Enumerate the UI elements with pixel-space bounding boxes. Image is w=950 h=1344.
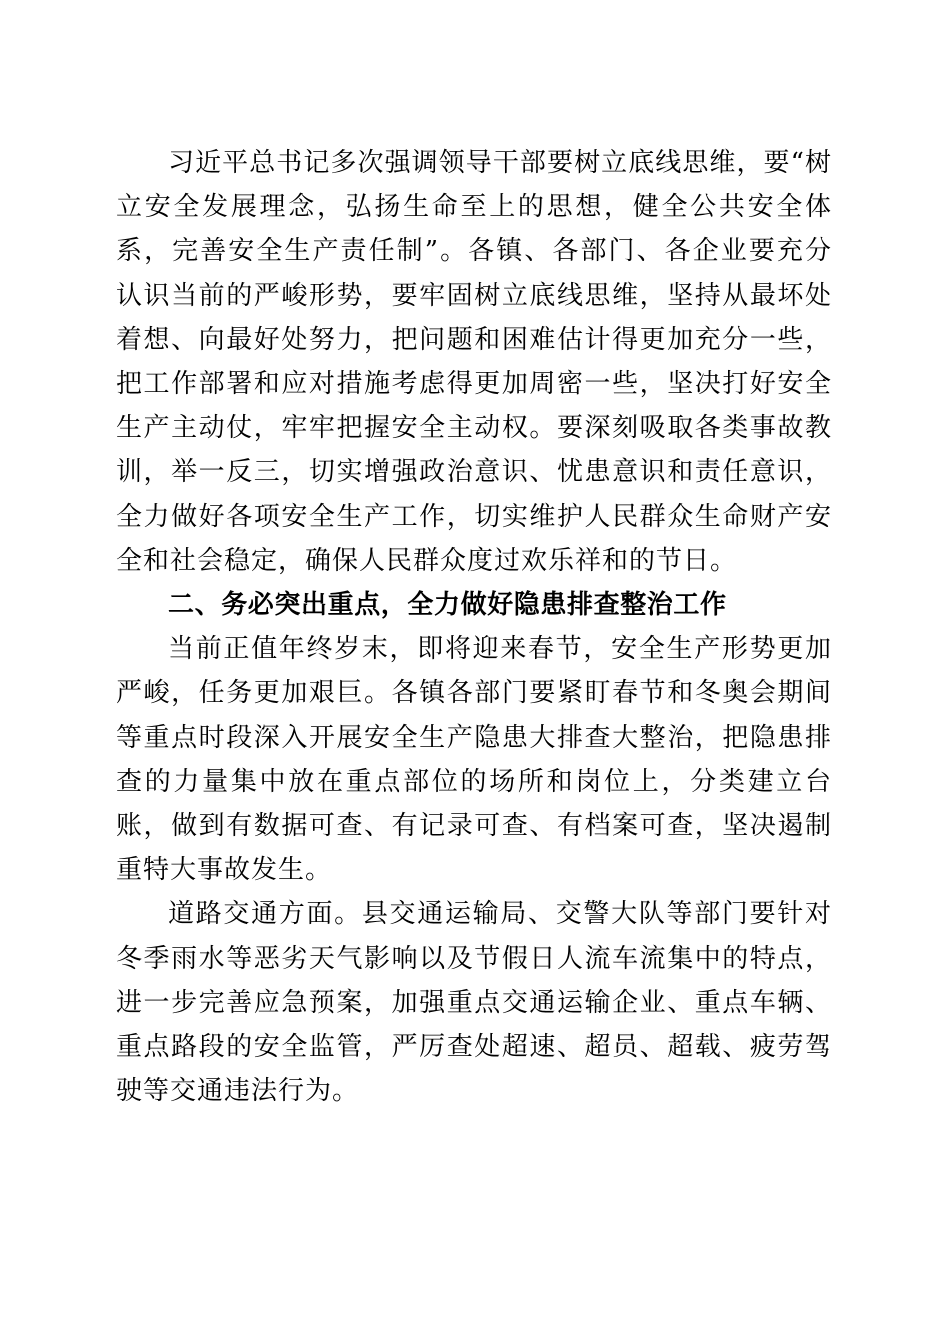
paragraph-road-traffic: 道路交通方面。县交通运输局、交警大队等部门要针对冬季雨水等恶劣天气影响以及节假日人流车流集中的特点，进一步完善应急预案，加强重点交通运输企业、重点车辆、重点路段的安全监管，严厉查处超速、超员、超载、疲劳驾驶等交通违法行为。	[116, 899, 832, 1107]
section-heading-hazard-inspection: 二、务必突出重点，全力做好隐患排查整治工作	[168, 590, 727, 621]
document-body	[116, 141, 832, 1113]
paragraph-year-end-situation: 当前正值年终岁末，即将迎来春节，安全生产形势更加严峻，任务更加艰巨。各镇各部门要紧盯春节和冬奥会期间等重点时段深入开展安全生产隐患大排查大整治，把隐患排查的力量集中放在重点部位的场所和岗位上，分类建立台账，做到有数据可查、有记录可查、有档案可查，坚决遏制重特大事故发生。	[116, 634, 832, 886]
paragraph-bottom-line-thinking: 习近平总书记多次强调领导干部要树立底线思维，要“树立安全发展理念，弘扬生命至上的思想，健全公共安全体系，完善安全生产责任制”。各镇、各部门、各企业要充分认识当前的严峻形势，要牢固树立底线思维，坚持从最坏处着想、向最好处努力，把问题和困难估计得更加充分一些，把工作部署和应对措施考虑得更加周密一些，坚决打好安全生产主动仗，牢牢把握安全主动权。要深刻吸取各类事故教训，举一反三，切实增强政治意识、忧患意识和责任意识，全力做好各项安全生产工作，切实维护人民群众生命财产安全和社会稳定，确保人民群众度过欢乐祥和的节日。	[116, 148, 832, 576]
